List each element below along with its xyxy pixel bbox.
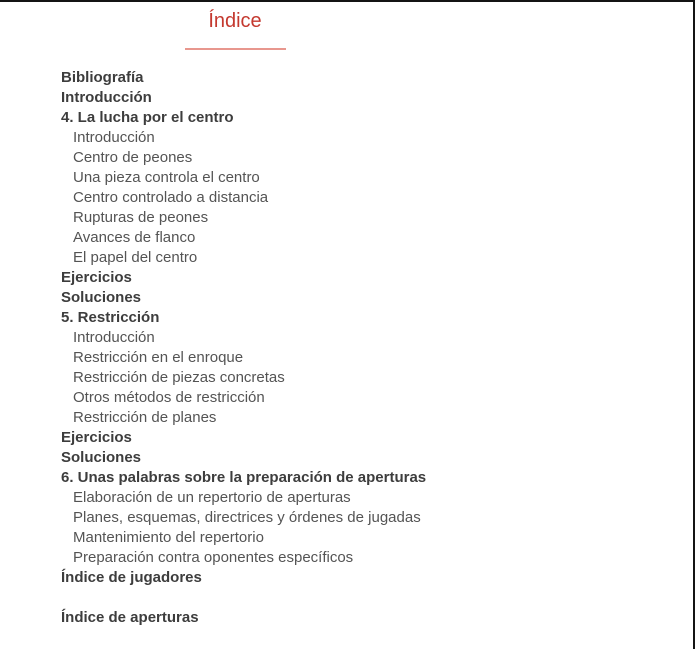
toc-entry[interactable]: Una pieza controla el centro (73, 169, 260, 186)
toc-entry[interactable]: Introducción (61, 89, 152, 106)
title-underline (185, 48, 286, 50)
toc-entry[interactable]: 6. Unas palabras sobre la preparación de aperturas (61, 469, 427, 486)
toc-entry[interactable]: Centro controlado a distancia (73, 189, 269, 206)
toc-entry[interactable]: Soluciones (61, 289, 142, 306)
toc-header (0, 2, 470, 50)
toc-entry[interactable]: Restricción de planes (73, 409, 217, 426)
toc-entry[interactable]: Avances de flanco (73, 229, 196, 246)
toc-entry[interactable]: 4. La lucha por el centro (61, 109, 234, 126)
toc-entry[interactable]: Planes, esquemas, directrices y órdenes de jugadas (73, 509, 421, 526)
toc-entry[interactable]: Preparación contra oponentes específicos (73, 549, 354, 566)
toc-entry[interactable]: Restricción en el enroque (73, 349, 244, 366)
page-title: Índice (208, 10, 262, 32)
toc-entry[interactable]: Otros métodos de restricción (73, 389, 265, 406)
toc-entry[interactable]: Soluciones (61, 449, 142, 466)
toc-list (0, 68, 693, 628)
toc-entry[interactable]: Ejercicios (61, 269, 132, 286)
toc-entry[interactable]: Ejercicios (61, 429, 132, 446)
toc-entry[interactable]: 5. Restricción (61, 309, 160, 326)
toc-entry[interactable]: Índice de aperturas (61, 609, 199, 626)
toc-entry[interactable]: Elaboración de un repertorio de aperturas (73, 489, 351, 506)
toc-entry[interactable]: Bibliografía (61, 69, 144, 86)
toc-entry[interactable]: Índice de jugadores (61, 569, 202, 586)
toc-entry[interactable]: Mantenimiento del repertorio (73, 529, 264, 546)
toc-entry[interactable]: Restricción de piezas concretas (73, 369, 285, 386)
toc-entry[interactable]: El papel del centro (73, 249, 198, 266)
toc-entry[interactable]: Rupturas de peones (73, 209, 209, 226)
toc-entry[interactable]: Introducción (73, 329, 155, 346)
toc-entry[interactable]: Centro de peones (73, 149, 193, 166)
toc-entry[interactable]: Introducción (73, 129, 155, 146)
